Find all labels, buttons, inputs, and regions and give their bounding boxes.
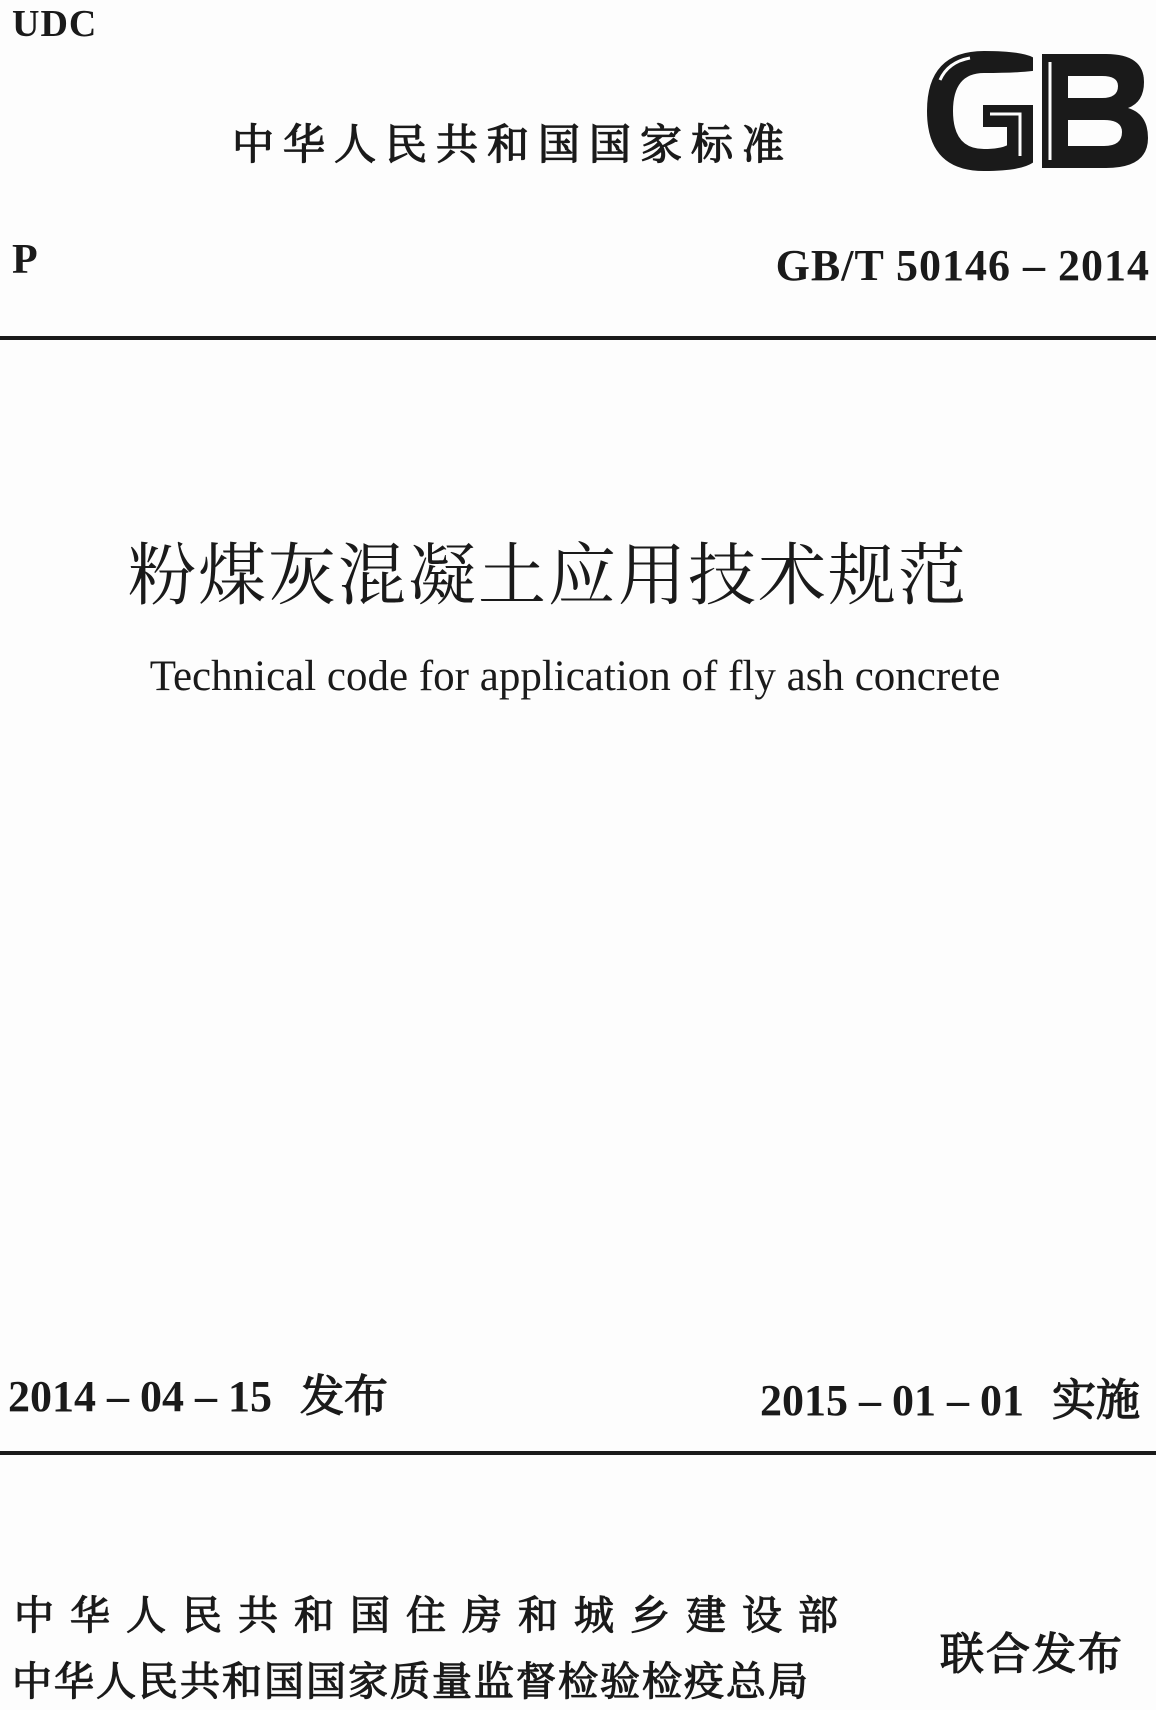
issue-date-line: [8, 1360, 388, 1424]
joint-release-label: 联合发布: [940, 1629, 1124, 1680]
publisher-aqsiq: 中华人民共和国国家质量监督检验检疫总局: [12, 1659, 810, 1705]
implement-label: 实施: [1052, 1375, 1140, 1426]
publisher-ministry-housing: 中华人民共和国住房和城乡建设部: [14, 1593, 854, 1639]
title-chinese: 粉煤灰混凝土应用技术规范: [127, 537, 968, 616]
bottom-divider: [0, 1451, 1156, 1455]
standard-number: GB/T 50146 – 2014: [775, 241, 1150, 290]
title-english: Technical code for application of fly ash concrete: [149, 653, 1001, 700]
udc-label: UDC: [12, 3, 98, 45]
issue-date: 2014 – 04 – 15: [8, 1372, 272, 1421]
top-divider: [0, 336, 1156, 340]
implement-date-line: [760, 1364, 1140, 1428]
implement-date: 2015 – 01 – 01: [760, 1376, 1024, 1425]
gb-logo-icon: [920, 50, 1150, 172]
national-standard-heading: 中华人民共和国国家标准: [232, 120, 794, 169]
issue-label: 发布: [300, 1371, 388, 1422]
category-label: P: [12, 237, 38, 283]
